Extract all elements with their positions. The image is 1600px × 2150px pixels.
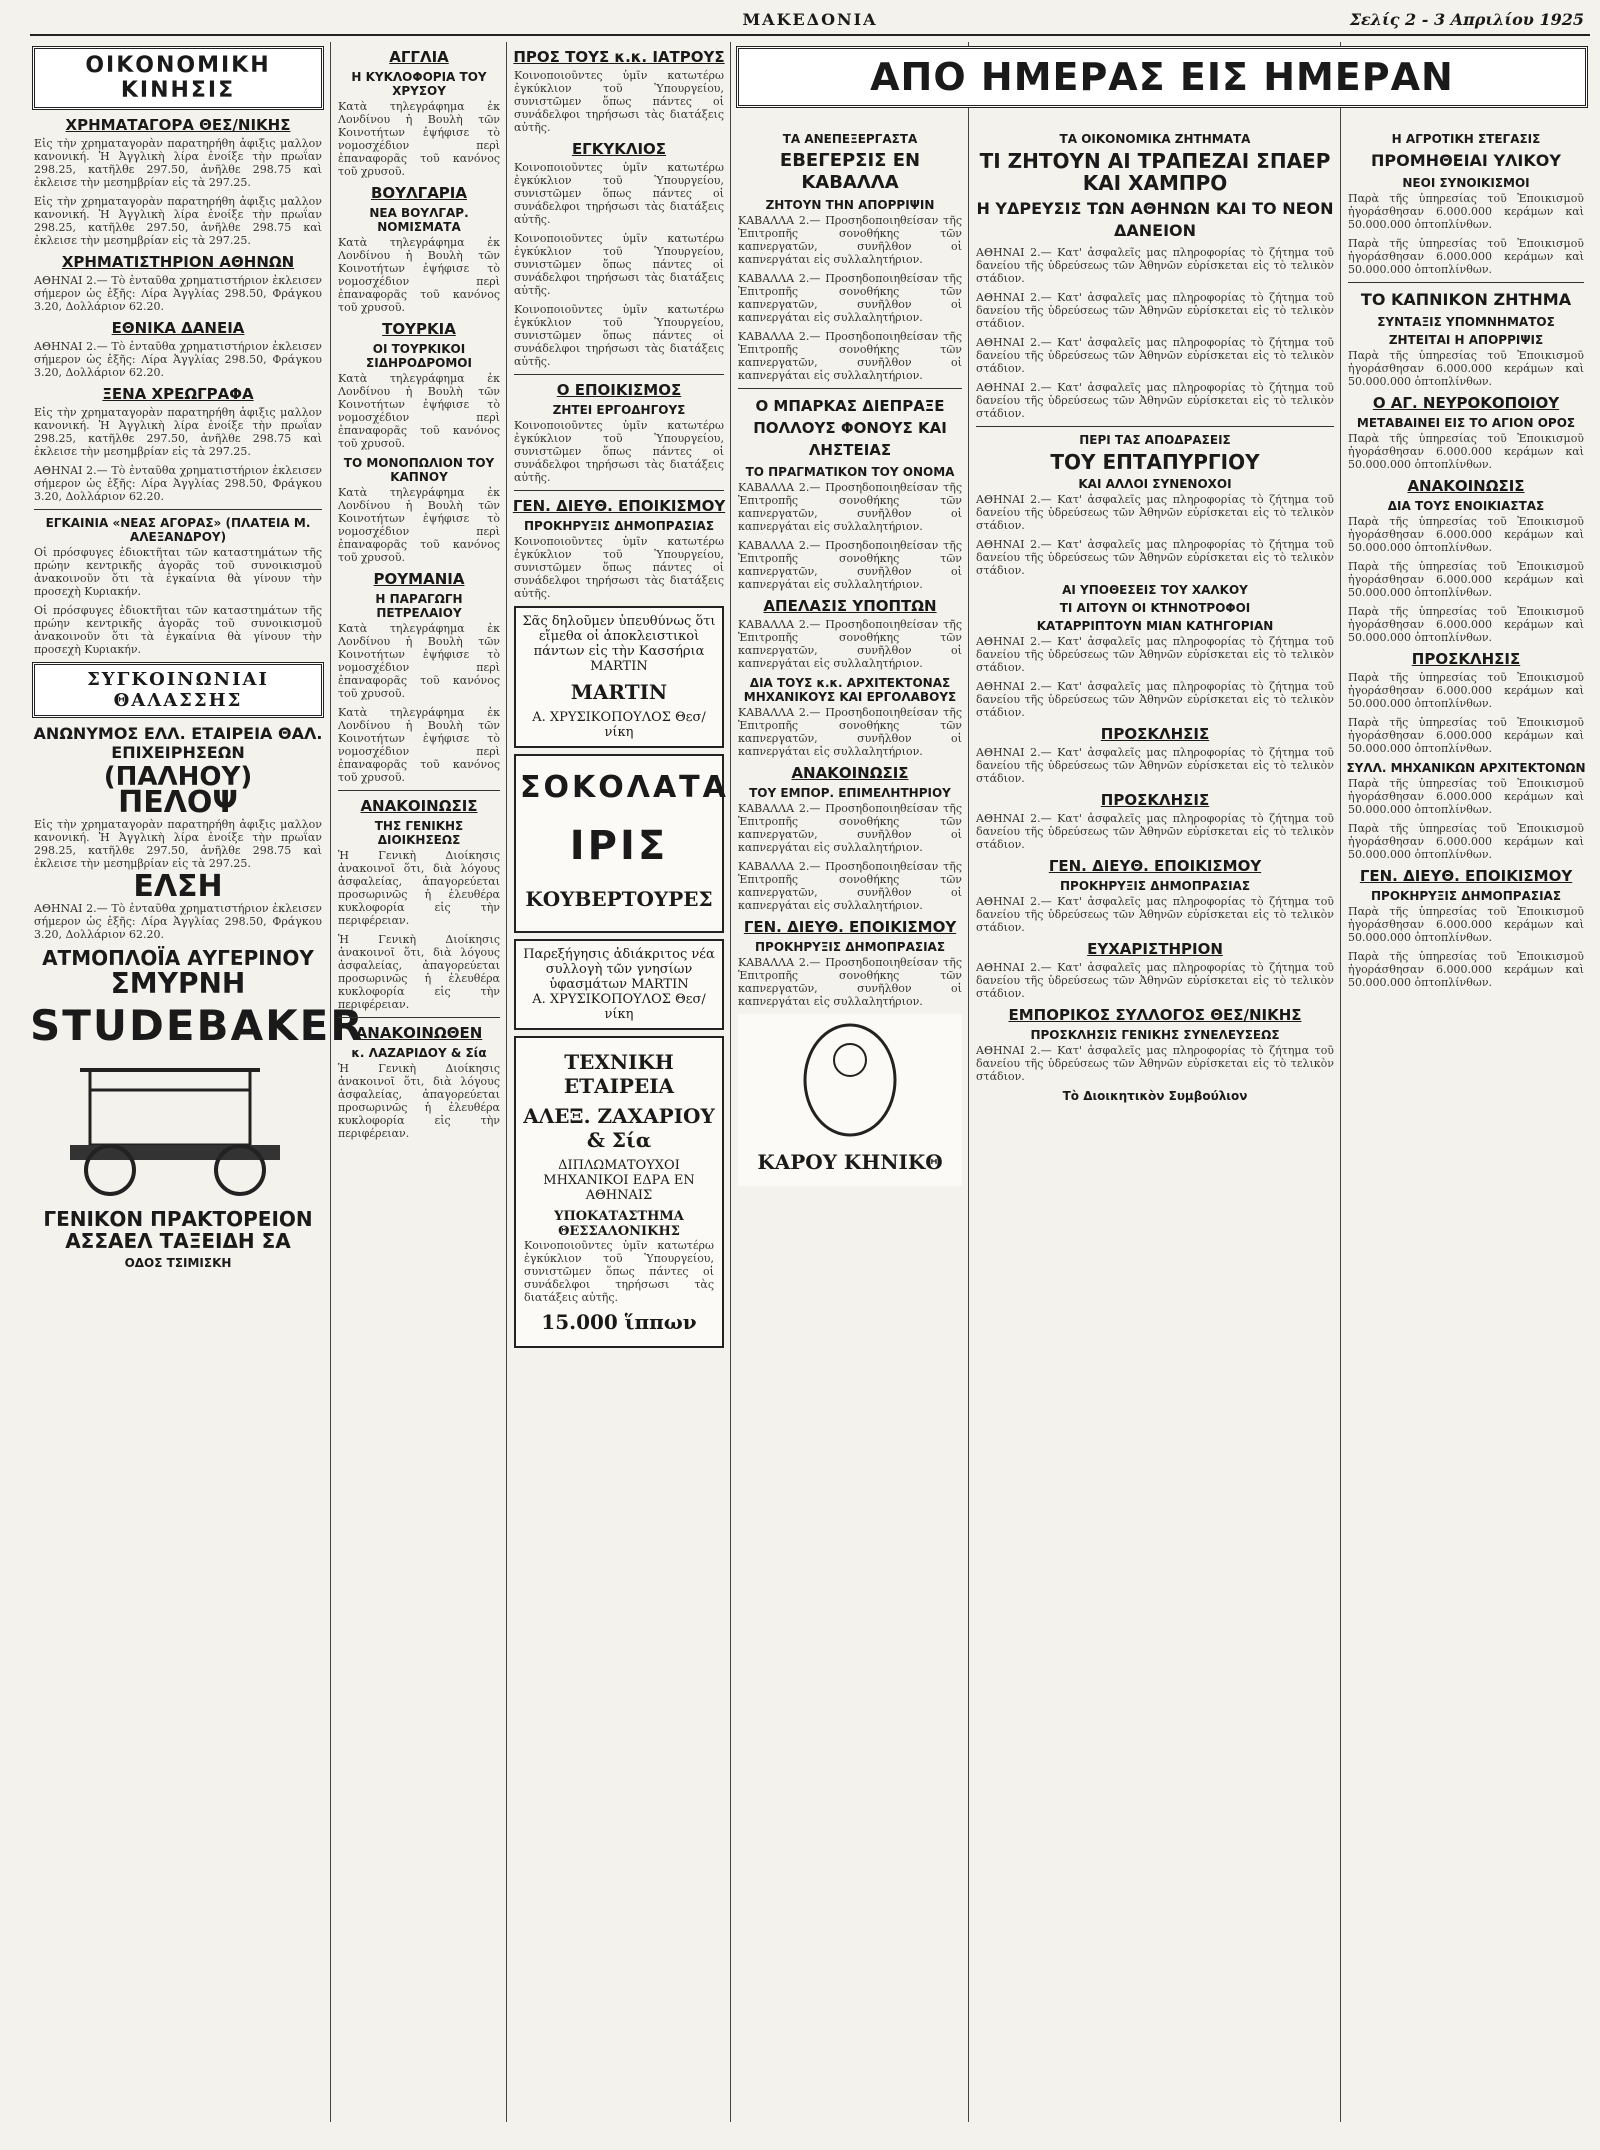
newspaper-page xyxy=(30,8,1590,2138)
article-text: ΑΘΗΝΑΙ 2.— Κατ' ἀσφαλεῖς μας πληροφορίας τὸ ζήτημα τοῦ δανείου τῆς ὑδρεύσεως τῶν Ἀθηνῶν εὑρίσκεται εἰς τὸ τελικὸν στάδιον. xyxy=(976,812,1334,851)
article-text: ΑΘΗΝΑΙ 2.— Τὸ ἐνταῦθα χρηματιστήριον ἐκλεισεν σήμερον ὡς ἑξῆς: Λίρα Ἀγγλίας 298.50, Φράγκου 3.20, Δολλάριον 62.20. xyxy=(34,274,322,313)
ship-name: ΠΕΛΟΨ xyxy=(118,785,238,820)
article-title: Η ΠΑΡΑΓΩΓΗ ΠΕΤΡΕΛΑΙΟΥ xyxy=(375,592,463,620)
subheadline: ΤΙ ΑΙΤΟΥΝ ΟΙ ΚΤΗΝΟΤΡΟΦΟΙ xyxy=(1059,601,1251,615)
martin-ad-2 xyxy=(514,939,724,1030)
section-heading: ΠΡΟΣΚΛΗΣΙΣ xyxy=(1100,725,1210,743)
article-text: ΑΘΗΝΑΙ 2.— Κατ' ἀσφαλεῖς μας πληροφορίας τὸ ζήτημα τοῦ δανείου τῆς ὑδρεύσεως τῶν Ἀθηνῶν εὑρίσκεται εἰς τὸ τελικὸν στάδιον. xyxy=(976,381,1334,420)
kicker: ΠΕΡΙ ΤΑΣ ΑΠΟΔΡΑΣΕΙΣ xyxy=(1079,433,1231,447)
company-sub: (ΠΑΛΗΟΥ) xyxy=(103,762,253,792)
article-text: Εἰς τὴν χρηματαγορὰν παρατηρήθη ἀφιξις μαλλον κανονική. Ἡ Ἀγγλικὴ λίρα ἐνοίξε τὴν πρωΐαν 298.25, κατῆλθε 297.50, ἀνῆλθε 298.75 καὶ ἐκλεισε τὴν μεσημβρίαν εἰς τὰ 297.25. xyxy=(34,406,322,458)
article-text: ΚΑΒΑΛΛΑ 2.— Προσηδοποιηθείσαν τῆς Ἐπιτροπῆς σονοθήκης τῶν καπνεργατῶν, συνῆλθον οἱ καπνεργάται εἰς συλλαλητήριον. xyxy=(738,539,962,591)
kicker: ΤΑ ΟΙΚΟΝΟΜΙΚΑ ΖΗΤΗΜΑΤΑ xyxy=(1059,132,1251,146)
subheadline: ΜΕΤΑΒΑΙΝΕΙ ΕΙΣ ΤΟ ΑΓΙΟΝ ΟΡΟΣ xyxy=(1356,416,1576,430)
article-title: ΟΙ ΤΟΥΡΚΙΚΟΙ ΣΙΔΗΡΟΔΡΟΜΟΙ xyxy=(366,342,472,370)
subheadline: ΔΙΑ ΤΟΥΣ ΕΝΟΙΚΙΑΣΤΑΣ xyxy=(1387,499,1545,513)
article-text: Παρὰ τῆς ὑπηρεσίας τοῦ Ἐποικισμοῦ ἠγοράσθησαν 6.000.000 κεράμων καὶ 50.000.000 ὀπτοπλίνθων. xyxy=(1348,671,1584,710)
article-text: ΑΘΗΝΑΙ 2.— Κατ' ἀσφαλεῖς μας πληροφορίας τὸ ζήτημα τοῦ δανείου τῆς ὑδρεύσεως τῶν Ἀθηνῶν εὑρίσκεται εἰς τὸ τελικὸν στάδιον. xyxy=(976,635,1334,674)
chocolate-ad xyxy=(514,754,729,933)
ad-text: Παρεξήγησις ἀδιάκριτος νέα συλλογὴ τῶν γνησίων ὑφασμάτων MARTIN xyxy=(523,947,715,992)
section-heading: ΔΙΑ ΤΟΥΣ κ.κ. ΑΡΧΙΤΕΚΤΟΝΑΣ ΜΗΧΑΝΙΚΟΥΣ ΚΑΙ ΕΡΓΟΛΑΒΟΥΣ xyxy=(743,676,957,704)
article-text: ΑΘΗΝΑΙ 2.— Κατ' ἀσφαλεῖς μας πληροφορίας τὸ ζήτημα τοῦ δανείου τῆς ὑδρεύσεως τῶν Ἀθηνῶν εὑρίσκεται εἰς τὸ τελικὸν στάδιον. xyxy=(976,1044,1334,1083)
article-text: Εἰς τὴν χρηματαγορὰν παρατηρήθη ἀφιξις μαλλον κανονική. Ἡ Ἀγγλικὴ λίρα ἐνοίξε τὴν πρωΐαν 298.25, κατῆλθε 297.50, ἀνῆλθε 298.75 καὶ ἐκλεισε τὴν μεσημβρίαν εἰς τὰ 297.25. xyxy=(34,195,322,247)
article-text: ΚΑΒΑΛΛΑ 2.— Προσηδοποιηθείσαν τῆς Ἐπιτροπῆς σονοθήκης τῶν καπνεργατῶν, συνῆλθον οἱ καπνεργάται εἰς συλλαλητήριον. xyxy=(738,618,962,670)
article-text: ΑΘΗΝΑΙ 2.— Κατ' ἀσφαλεῖς μας πληροφορίας τὸ ζήτημα τοῦ δανείου τῆς ὑδρεύσεως τῶν Ἀθηνῶν εὑρίσκεται εἰς τὸ τελικὸν στάδιον. xyxy=(976,336,1334,375)
subheadline: ΠΡΟΣΚΛΗΣΙΣ ΓΕΝΙΚΗΣ ΣΥΝΕΛΕΥΣΕΩΣ xyxy=(1030,1028,1280,1042)
article-text: ΑΘΗΝΑΙ 2.— Κατ' ἀσφαλεῖς μας πληροφορίας τὸ ζήτημα τοῦ δανείου τῆς ὑδρεύσεως τῶν Ἀθηνῶν εὑρίσκεται εἰς τὸ τελικὸν στάδιον. xyxy=(976,680,1334,719)
section-heading: ΓΕΝ. ΔΙΕΥΘ. ΕΠΟΙΚΙΣΜΟΥ xyxy=(743,918,957,936)
ad-brand: ΙΡΙΣ xyxy=(569,823,669,869)
article-text: ΑΘΗΝΑΙ 2.— Κατ' ἀσφαλεῖς μας πληροφορίας τὸ ζήτημα τοῦ δανείου τῆς ὑδρεύσεως τῶν Ἀθηνῶν εὑρίσκεται εἰς τὸ τελικὸν στάδιον. xyxy=(976,246,1334,285)
article-text: Παρὰ τῆς ὑπηρεσίας τοῦ Ἐποικισμοῦ ἠγοράσθησαν 6.000.000 κεράμων καὶ 50.000.000 ὀπτοπλίνθων. xyxy=(1348,777,1584,816)
article-text: ΚΑΒΑΛΛΑ 2.— Προσηδοποιηθείσαν τῆς Ἐπιτροπῆς σονοθήκης τῶν καπνεργατῶν, συνῆλθον οἱ καπνεργάται εἰς συλλαλητήριον. xyxy=(738,214,962,266)
article-text: ΚΑΒΑΛΛΑ 2.— Προσηδοποιηθείσαν τῆς Ἐπιτροπῆς σονοθήκης τῶν καπνεργατῶν, συνῆλθον οἱ καπνεργάται εἰς συλλαλητήριον. xyxy=(738,481,962,533)
article-text: Κατὰ τηλεγράφημα ἐκ Λονδίνου ἡ Βουλὴ τῶν Κοινοτήτων ἐψήφισε τὸ νομοσχέδιον περὶ ἐπαναφορᾶς τοῦ κανόνος τοῦ χρυσοῦ. xyxy=(338,706,500,784)
ad-title: ΣΟΚΟΛΑΤΑ xyxy=(520,770,729,805)
notice-sub: ΖΗΤΕΙ ΕΡΓΟΔΗΓΟΥΣ xyxy=(552,403,686,417)
article-title: Η ΚΥΚΛΟΦΟΡΙΑ ΤΟΥ ΧΡΥΣΟΥ xyxy=(351,70,487,98)
article-text: Κατὰ τηλεγράφημα ἐκ Λονδίνου ἡ Βουλὴ τῶν Κοινοτήτων ἐψήφισε τὸ νομοσχέδιον περὶ ἐπαναφορᾶς τοῦ κανόνος τοῦ χρυσοῦ. xyxy=(338,100,500,178)
headline: ΤΟ ΚΑΠΝΙΚΟΝ ΖΗΤΗΜΑ xyxy=(1360,290,1572,309)
page-date: Σελίς 2 - 3 Απριλίου 1925 xyxy=(1349,10,1584,29)
notice-title: ΕΓΚΑΙΝΙΑ «ΝΕΑΣ ΑΓΟΡΑΣ» (ΠΛΑΤΕΙΑ Μ. ΑΛΕΞΑΝΔΡΟΥ) xyxy=(45,516,311,544)
column-misc xyxy=(1344,128,1588,2122)
section-heading: ΧΡΗΜΑΤΙΣΤΗΡΙΟΝ ΑΘΗΝΩΝ xyxy=(61,253,295,271)
line-title: ΑΤΜΟΠΛΟΪΑ ΑΥΓΕΡΙΝΟΥ xyxy=(42,946,314,970)
subheadline: ΖΗΤΕΙΤΑΙ Η ΑΠΟΡΡΙΨΙΣ xyxy=(1388,333,1544,347)
subheadline: ΚΑΙ ΑΛΛΟΙ ΣΥΝΕΝΟΧΟΙ xyxy=(1078,477,1232,491)
ad-illustration xyxy=(750,1020,950,1140)
headline: ΕΒΕΓΕΡΣΙΣ ΕΝ ΚΑΒΑΛΛΑ xyxy=(779,150,921,193)
subheadline: ΚΑΤΑΡΡΙΠΤΟΥΝ ΜΙΑΝ ΚΑΤΗΓΟΡΙΑΝ xyxy=(1036,619,1274,633)
subheadline: ΠΡΟΚΗΡΥΞΙΣ ΔΗΜΟΠΡΑΣΙΑΣ xyxy=(1059,879,1251,893)
column-rule xyxy=(968,42,969,2122)
column-rule xyxy=(1340,42,1341,2122)
article-text: ΑΘΗΝΑΙ 2.— Κατ' ἀσφαλεῖς μας πληροφορίας τὸ ζήτημα τοῦ δανείου τῆς ὑδρεύσεως τῶν Ἀθηνῶν εὑρίσκεται εἰς τὸ τελικὸν στάδιον. xyxy=(976,895,1334,934)
agency-name: ΓΕΝΙΚΟΝ ΠΡΑΚΤΟΡΕΙΟΝ ΑΣΣΑΕΛ ΤΑΞΕΙΔΗ ΣΑ xyxy=(43,1207,313,1253)
ad-name: ΑΛΕΞ. ΖΑΧΑΡΙΟΥ & Σία xyxy=(523,1104,715,1152)
subheadline: ΠΡΟΚΗΡΥΞΙΣ ΔΗΜΟΠΡΑΣΙΑΣ xyxy=(754,940,946,954)
shipping-banner: ΣΥΓΚΟΙΝΩΝΙΑΙ ΘΑΛΑΣΣΗΣ xyxy=(32,662,324,718)
main-banner-area xyxy=(734,42,1590,122)
kicker: ΤΑ ΑΝΕΠΕΞΕΡΓΑΣΤΑ xyxy=(782,132,918,146)
announcement-text: Ἡ Γενικὴ Διοίκησις ἀνακοινοῖ ὅτι, διὰ λόγους ἀσφαλείας, ἀπαγορεύεται προσωρινῶς ἡ ἐλευθέρα κυκλοφορία εἰς τὴν περιφέρειαν. xyxy=(338,849,500,927)
announcement-title: ΑΝΑΚΟΙΝΩΘΕΝ xyxy=(355,1024,483,1042)
article-text: ΑΘΗΝΑΙ 2.— Κατ' ἀσφαλεῖς μας πληροφορίας τὸ ζήτημα τοῦ δανείου τῆς ὑδρεύσεως τῶν Ἀθηνῶν εὑρίσκεται εἰς τὸ τελικὸν στάδιον. xyxy=(976,961,1334,1000)
ad-text: Κοινοποιοῦντες ὑμῖν κατωτέρω ἐγκύκλιον τοῦ Ὑπουργείου, συνιστῶμεν ὅπως πάντες οἱ συνάδελφοι τηρήσωσι τὰς διατάξεις αὐτῆς. xyxy=(524,1239,714,1304)
ship-schedule: ΑΘΗΝΑΙ 2.— Τὸ ἐνταῦθα χρηματιστήριον ἐκλεισεν σήμερον ὡς ἑξῆς: Λίρα Ἀγγλίας 298.50, Φράγκου 3.20, Δολλάριον 62.20. xyxy=(34,902,322,941)
section-heading: ΧΡΗΜΑΤΑΓΟΡΑ ΘΕΣ/ΝΙΚΗΣ xyxy=(65,116,291,134)
notice-text: Κοινοποιοῦντες ὑμῖν κατωτέρω ἐγκύκλιον τοῦ Ὑπουργείου, συνιστῶμεν ὅπως πάντες οἱ συνάδελφοι τηρήσωσι τὰς διατάξεις αὐτῆς. xyxy=(514,303,724,368)
ship-name: ΕΛΣΗ xyxy=(133,869,223,904)
notice-heading: ΕΓΚΥΚΛΙΟΣ xyxy=(571,140,667,158)
column-rule xyxy=(730,42,731,2122)
ad-brand: MARTIN xyxy=(570,680,668,704)
notice-heading: ΓΕΝ. ΔΙΕΥΘ. ΕΠΟΙΚΙΣΜΟΥ xyxy=(512,497,726,515)
subheadline: ΤΟ ΠΡΑΓΜΑΤΙΚΟΝ ΤΟΥ ΟΝΟΜΑ xyxy=(745,465,955,479)
signature: Τὸ Διοικητικὸν Συμβούλιον xyxy=(1062,1089,1248,1103)
article-text: Παρὰ τῆς ὑπηρεσίας τοῦ Ἐποικισμοῦ ἠγοράσθησαν 6.000.000 κεράμων καὶ 50.000.000 ὀπτοπλίνθων. xyxy=(1348,950,1584,989)
column-rule xyxy=(506,42,507,2122)
section-heading: Ο ΑΓ. ΝΕΥΡΟΚΟΠΟΙΟΥ xyxy=(1372,394,1560,412)
article-text: Κατὰ τηλεγράφημα ἐκ Λονδίνου ἡ Βουλὴ τῶν Κοινοτήτων ἐψήφισε τὸ νομοσχέδιον περὶ ἐπαναφορᾶς τοῦ κανόνος τοῦ χρυσοῦ. xyxy=(338,372,500,450)
column-economy xyxy=(972,128,1338,2122)
kicker: ΑΙ ΥΠΟΘΕΣΕΙΣ ΤΟΥ ΧΑΛΚΟΥ xyxy=(1062,583,1248,597)
subheadline: ΝΕΟΙ ΣΥΝΟΙΚΙΣΜΟΙ xyxy=(1402,176,1530,190)
notice-text: Κοινοποιοῦντες ὑμῖν κατωτέρω ἐγκύκλιον τοῦ Ὑπουργείου, συνιστῶμεν ὅπως πάντες οἱ συνάδελφοι τηρήσωσι τὰς διατάξεις αὐτῆς. xyxy=(514,232,724,297)
ad-text: Σᾶς δηλοῦμεν ὑπευθύνως ὅτι εἴμεθα οἱ ἀποκλειστικοὶ πάντων εἰς τὴν Κασσήρια MARTIN xyxy=(522,614,716,674)
article-text: Παρὰ τῆς ὑπηρεσίας τοῦ Ἐποικισμοῦ ἠγοράσθησαν 6.000.000 κεράμων καὶ 50.000.000 ὀπτοπλίνθων. xyxy=(1348,515,1584,554)
ad-branch: ΥΠΟΚΑΤΑΣΤΗΜΑ ΘΕΣΣΑΛΟΝΙΚΗΣ xyxy=(554,1209,684,1239)
article-text: Κατὰ τηλεγράφημα ἐκ Λονδίνου ἡ Βουλὴ τῶν Κοινοτήτων ἐψήφισε τὸ νομοσχέδιον περὶ ἐπαναφορᾶς τοῦ κανόνος τοῦ χρυσοῦ. xyxy=(338,622,500,700)
headline: ΠΡΟΜΗΘΕΙΑΙ ΥΛΙΚΟΥ xyxy=(1371,151,1561,170)
ship-name: ΣΜΥΡΝΗ xyxy=(110,967,246,1000)
country-heading: ΑΓΓΛΙΑ xyxy=(389,48,449,66)
ad-sub: ΚΟΥΒΕΡΤΟΥΡΕΣ xyxy=(525,887,713,911)
section-heading: ΣΥΛΛ. ΜΗΧΑΝΙΚΩΝ ΑΡΧΙΤΕΚΤΟΝΩΝ xyxy=(1346,761,1586,775)
ad-title: ΤΕΧΝΙΚΗ ΕΤΑΙΡΕΙΑ xyxy=(563,1050,675,1098)
notice-text: Οἱ πρόσφυγες ἐδιοκτῆται τῶν καταστημάτων τῆς πρώην κεντρικῆς ἀγορᾶς τοῦ συνοικισμοῦ ἀνακοινοῦν ὅτι τὰ ἐγκαίνια θὰ γίνουν τὴν προσεχὴ Κυριακήν. xyxy=(34,546,322,598)
column-financial xyxy=(30,42,365,2122)
martin-ad xyxy=(514,606,724,748)
notice-text: Οἱ πρόσφυγες ἐδιοκτῆται τῶν καταστημάτων τῆς πρώην κεντρικῆς ἀγορᾶς τοῦ συνοικισμοῦ ἀνακοινοῦν ὅτι τὰ ἐγκαίνια θὰ γίνουν τὴν προσεχὴ Κυριακήν. xyxy=(34,604,322,656)
section-heading: ΑΝΑΚΟΙΝΩΣΙΣ xyxy=(791,764,909,782)
column-daily-news xyxy=(734,128,966,2122)
announcement-title: ΑΝΑΚΟΙΝΩΣΙΣ xyxy=(360,797,478,815)
article-title: ΝΕΑ ΒΟΥΛΓΑΡ. ΝΟΜΙΣΜΑΤΑ xyxy=(369,206,469,234)
article-text: Παρὰ τῆς ὑπηρεσίας τοῦ Ἐποικισμοῦ ἠγοράσθησαν 6.000.000 κεράμων καὶ 50.000.000 ὀπτοπλίνθων. xyxy=(1348,716,1584,755)
section-heading: ΓΕΝ. ΔΙΕΥΘ. ΕΠΟΙΚΙΣΜΟΥ xyxy=(1359,867,1573,885)
section-heading: ΑΠΕΛΑΣΙΣ ΥΠΟΠΤΩΝ xyxy=(763,597,937,615)
subheadline: Η ΥΔΡΕΥΣΙΣ ΤΩΝ ΑΘΗΝΩΝ ΚΑΙ ΤΟ ΝΕΟΝ ΔΑΝΕΙΟΝ xyxy=(976,199,1334,240)
article-text: Παρὰ τῆς ὑπηρεσίας τοῦ Ἐποικισμοῦ ἠγοράσθησαν 6.000.000 κεράμων καὶ 50.000.000 ὀπτοπλίνθων. xyxy=(1348,822,1584,861)
ad-owner: Α. ΧΡΥΣΙΚΟΠΟΥΛΟΣ Θεσ/νίκη xyxy=(532,992,706,1022)
section-heading: ΕΘΝΙΚΑ ΔΑΝΕΙΑ xyxy=(111,319,245,337)
announcement-sub: ΤΗΣ ΓΕΝΙΚΗΣ ΔΙΟΙΚΗΣΕΩΣ xyxy=(374,819,464,847)
article-text: ΑΘΗΝΑΙ 2.— Κατ' ἀσφαλεῖς μας πληροφορίας τὸ ζήτημα τοῦ δανείου τῆς ὑδρεύσεως τῶν Ἀθηνῶν εὑρίσκεται εἰς τὸ τελικὸν στάδιον. xyxy=(976,746,1334,785)
paper-name: ΜΑΚΕΔΟΝΙΑ xyxy=(742,10,878,29)
section-heading: ΠΡΟΣΚΛΗΣΙΣ xyxy=(1100,791,1210,809)
studebaker-logo: STUDEBAKER xyxy=(30,1001,365,1050)
notice-text: Κοινοποιοῦντες ὑμῖν κατωτέρω ἐγκύκλιον τοῦ Ὑπουργείου, συνιστῶμεν ὅπως πάντες οἱ συνάδελφοι τηρήσωσι τὰς διατάξεις αὐτῆς. xyxy=(514,535,724,600)
notice-heading: Ο ΕΠΟΙΚΙΣΜΟΣ xyxy=(556,381,682,399)
article-text: ΚΑΒΑΛΛΑ 2.— Προσηδοποιηθείσαν τῆς Ἐπιτροπῆς σονοθήκης τῶν καπνεργατῶν, συνῆλθον οἱ καπνεργάται εἰς συλλαλητήριον. xyxy=(738,860,962,912)
article-text: Παρὰ τῆς ὑπηρεσίας τοῦ Ἐποικισμοῦ ἠγοράσθησαν 6.000.000 κεράμων καὶ 50.000.000 ὀπτοπλίνθων. xyxy=(1348,605,1584,644)
country-heading: ΡΟΥΜΑΝΙΑ xyxy=(373,570,465,588)
section-heading: ΕΜΠΟΡΙΚΟΣ ΣΥΛΛΟΓΟΣ ΘΕΣ/ΝΙΚΗΣ xyxy=(1008,1006,1302,1024)
article-text: Παρὰ τῆς ὑπηρεσίας τοῦ Ἐποικισμοῦ ἠγοράσθησαν 6.000.000 κεράμων καὶ 50.000.000 ὀπτοπλίνθων. xyxy=(1348,237,1584,276)
article-text: ΑΘΗΝΑΙ 2.— Κατ' ἀσφαλεῖς μας πληροφορίας τὸ ζήτημα τοῦ δανείου τῆς ὑδρεύσεως τῶν Ἀθηνῶν εὑρίσκεται εἰς τὸ τελικὸν στάδιον. xyxy=(976,291,1334,330)
notice-text: Κοινοποιοῦντες ὑμῖν κατωτέρω ἐγκύκλιον τοῦ Ὑπουργείου, συνιστῶμεν ὅπως πάντες οἱ συνάδελφοι τηρήσωσι τὰς διατάξεις αὐτῆς. xyxy=(514,69,724,134)
announcement-text: Ἡ Γενικὴ Διοίκησις ἀνακοινοῖ ὅτι, διὰ λόγους ἀσφαλείας, ἀπαγορεύεται προσωρινῶς ἡ ἐλευθέρα κυκλοφορία εἰς τὴν περιφέρειαν. xyxy=(338,1062,500,1140)
section-heading: ΠΡΟΣΚΛΗΣΙΣ xyxy=(1411,650,1521,668)
notice-text: Κοινοποιοῦντες ὑμῖν κατωτέρω ἐγκύκλιον τοῦ Ὑπουργείου, συνιστῶμεν ὅπως πάντες οἱ συνάδελφοι τηρήσωσι τὰς διατάξεις αὐτῆς. xyxy=(514,419,724,484)
announcement-text: Ἡ Γενικὴ Διοίκησις ἀνακοινοῖ ὅτι, διὰ λόγους ἀσφαλείας, ἀπαγορεύεται προσωρινῶς ἡ ἐλευθέρα κυκλοφορία εἰς τὴν περιφέρειαν. xyxy=(338,933,500,1011)
country-heading: ΒΟΥΛΓΑΡΙΑ xyxy=(370,184,467,202)
column-rule xyxy=(330,42,331,2122)
subheadline: ΤΟΥ ΕΜΠΟΡ. ΕΠΙΜΕΛΗΤΗΡΙΟΥ xyxy=(749,786,951,800)
article-title: ΤΟ ΜΟΝΟΠΩΛΙΟΝ ΤΟΥ ΚΑΠΝΟΥ xyxy=(343,456,495,484)
article-text: Παρὰ τῆς ὑπηρεσίας τοῦ Ἐποικισμοῦ ἠγοράσθησαν 6.000.000 κεράμων καὶ 50.000.000 ὀπτοπλίνθων. xyxy=(1348,905,1584,944)
column-foreign-news xyxy=(334,42,504,2122)
headline: ΤΙ ΖΗΤΟΥΝ ΑΙ ΤΡΑΠΕΖΑΙ ΣΠΑΕΡ ΚΑΙ ΧΑΜΠΡΟ xyxy=(979,149,1331,195)
section-heading: ΑΝΑΚΟΙΝΩΣΙΣ xyxy=(1407,477,1525,495)
kicker: Η ΑΓΡΟΤΙΚΗ ΣΤΕΓΑΣΙΣ xyxy=(1391,132,1541,146)
car-illustration xyxy=(30,1050,320,1200)
article-text: ΑΘΗΝΑΙ 2.— Τὸ ἐνταῦθα χρηματιστήριον ἐκλεισεν σήμερον ὡς ἑξῆς: Λίρα Ἀγγλίας 298.50, Φράγκου 3.20, Δολλάριον 62.20. xyxy=(34,464,322,503)
section-heading: ΞΕΝΑ ΧΡΕΩΓΡΑΦΑ xyxy=(102,385,254,403)
subheadline: ΠΡΟΚΗΡΥΞΙΣ ΔΗΜΟΠΡΑΣΙΑΣ xyxy=(1370,889,1562,903)
ad-sub: ΔΙΠΛΩΜΑΤΟΥΧΟΙ ΜΗΧΑΝΙΚΟΙ ΕΔΡΑ ΕΝ ΑΘΗΝΑΙΣ xyxy=(543,1158,695,1203)
article-text: Παρὰ τῆς ὑπηρεσίας τοῦ Ἐποικισμοῦ ἠγοράσθησαν 6.000.000 κεράμων καὶ 50.000.000 ὀπτοπλίνθων. xyxy=(1348,560,1584,599)
article-text: ΑΘΗΝΑΙ 2.— Κατ' ἀσφαλεῖς μας πληροφορίας τὸ ζήτημα τοῦ δανείου τῆς ὑδρεύσεως τῶν Ἀθηνῶν εὑρίσκεται εἰς τὸ τελικὸν στάδιον. xyxy=(976,493,1334,532)
article-text: Παρὰ τῆς ὑπηρεσίας τοῦ Ἐποικισμοῦ ἠγοράσθησαν 6.000.000 κεράμων καὶ 50.000.000 ὀπτοπλίνθων. xyxy=(1348,349,1584,388)
article-text: ΚΑΒΑΛΛΑ 2.— Προσηδοποιηθείσαν τῆς Ἐπιτροπῆς σονοθήκης τῶν καπνεργατῶν, συνῆλθον οἱ καπνεργάται εἰς συλλαλητήριον. xyxy=(738,706,962,758)
subheadline: ΖΗΤΟΥΝ ΤΗΝ ΑΠΟΡΡΙΨΙΝ xyxy=(765,198,935,212)
article-text: Εἰς τὴν χρηματαγορὰν παρατηρήθη ἀφιξις μαλλον κανονική. Ἡ Ἀγγλικὴ λίρα ἐνοίξε τὴν πρωΐαν 298.25, κατῆλθε 297.50, ἀνῆλθε 298.75 καὶ ἐκλεισε τὴν μεσημβρίαν εἰς τὰ 297.25. xyxy=(34,137,322,189)
masthead xyxy=(30,8,1590,36)
article-text: ΑΘΗΝΑΙ 2.— Κατ' ἀσφαλεῖς μας πληροφορίας τὸ ζήτημα τοῦ δανείου τῆς ὑδρεύσεως τῶν Ἀθηνῶν εὑρίσκεται εἰς τὸ τελικὸν στάδιον. xyxy=(976,538,1334,577)
article-text: ΚΑΒΑΛΛΑ 2.— Προσηδοποιηθείσαν τῆς Ἐπιτροπῆς σονοθήκης τῶν καπνεργατῶν, συνῆλθον οἱ καπνεργάται εἰς συλλαλητήριον. xyxy=(738,330,962,382)
article-text: ΚΑΒΑΛΛΑ 2.— Προσηδοποιηθείσαν τῆς Ἐπιτροπῆς σονοθήκης τῶν καπνεργατῶν, συνῆλθον οἱ καπνεργάται εἰς συλλαλητήριον. xyxy=(738,272,962,324)
headline: ΤΟΥ ΕΠΤΑΠΥΡΓΙΟΥ xyxy=(1050,450,1260,474)
headline: Ο ΜΠΑΡΚΑΣ ΔΙΕΠΡΑΞΕ ΠΟΛΛΟΥΣ ΦΟΝΟΥΣ ΚΑΙ ΛΗΣΤΕΙΑΣ xyxy=(753,397,947,459)
article-text: ΚΑΒΑΛΛΑ 2.— Προσηδοποιηθείσαν τῆς Ἐπιτροπῆς σονοθήκης τῶν καπνεργατῶν, συνῆλθον οἱ καπνεργάται εἰς συλλαλητήριον. xyxy=(738,956,962,1008)
section-heading: ΕΥΧΑΡΙΣΤΗΡΙΟΝ xyxy=(1087,940,1223,958)
ship-schedule: Εἰς τὴν χρηματαγορὰν παρατηρήθη ἀφιξις μαλλον κανονική. Ἡ Ἀγγλικὴ λίρα ἐνοίξε τὴν πρωΐαν 298.25, κατῆλθε 297.50, ἀνῆλθε 298.75 καὶ ἐκλεισε τὴν μεσημβρίαν εἰς τὰ 297.25. xyxy=(34,818,322,870)
article-text: Παρὰ τῆς ὑπηρεσίας τοῦ Ἐποικισμοῦ ἠγοράσθησαν 6.000.000 κεράμων καὶ 50.000.000 ὀπτοπλίνθων. xyxy=(1348,432,1584,471)
article-text: Κατὰ τηλεγράφημα ἐκ Λονδίνου ἡ Βουλὴ τῶν Κοινοτήτων ἐψήφισε τὸ νομοσχέδιον περὶ ἐπαναφορᾶς τοῦ κανόνος τοῦ χρυσοῦ. xyxy=(338,486,500,564)
company-name: ΑΝΩΝΥΜΟΣ ΕΛΛ. ΕΤΑΙΡΕΙΑ ΘΑΛ. ΕΠΙΧΕΙΡΗΣΕΩΝ xyxy=(33,724,323,762)
country-heading: ΤΟΥΡΚΙΑ xyxy=(382,320,456,338)
notice-sub: ΠΡΟΚΗΡΥΞΙΣ ΔΗΜΟΠΡΑΣΙΑΣ xyxy=(523,519,715,533)
column-notices xyxy=(510,42,728,2122)
subheadline: ΣΥΝΤΑΞΙΣ ΥΠΟΜΝΗΜΑΤΟΣ xyxy=(1377,315,1555,329)
section-banner: ΟΙΚΟΝΟΜΙΚΗ ΚΙΝΗΣΙΣ xyxy=(32,46,324,110)
section-heading: ΓΕΝ. ΔΙΕΥΘ. ΕΠΟΙΚΙΣΜΟΥ xyxy=(1048,857,1262,875)
article-text: Παρὰ τῆς ὑπηρεσίας τοῦ Ἐποικισμοῦ ἠγοράσθησαν 6.000.000 κεράμων καὶ 50.000.000 ὀπτοπλίνθων. xyxy=(1348,192,1584,231)
tech-company-ad xyxy=(514,1036,724,1348)
illustrated-ad xyxy=(738,1014,962,1186)
ad-capacity: 15.000 ἵππων xyxy=(541,1310,697,1334)
ad-text: ΚΑΡΟΥ ΚΗΝΙΚΘ xyxy=(757,1150,943,1174)
notice-heading: ΠΡΟΣ ΤΟΥΣ κ.κ. ΙΑΤΡΟΥΣ xyxy=(513,48,725,66)
article-text: ΑΘΗΝΑΙ 2.— Τὸ ἐνταῦθα χρηματιστήριον ἐκλεισεν σήμερον ὡς ἑξῆς: Λίρα Ἀγγλίας 298.50, Φράγκου 3.20, Δολλάριον 62.20. xyxy=(34,340,322,379)
article-text: Κατὰ τηλεγράφημα ἐκ Λονδίνου ἡ Βουλὴ τῶν Κοινοτήτων ἐψήφισε τὸ νομοσχέδιον περὶ ἐπαναφορᾶς τοῦ κανόνος τοῦ χρυσοῦ. xyxy=(338,236,500,314)
notice-text: Κοινοποιοῦντες ὑμῖν κατωτέρω ἐγκύκλιον τοῦ Ὑπουργείου, συνιστῶμεν ὅπως πάντες οἱ συνάδελφοι τηρήσωσι τὰς διατάξεις αὐτῆς. xyxy=(514,161,724,226)
article-text: ΚΑΒΑΛΛΑ 2.— Προσηδοποιηθείσαν τῆς Ἐπιτροπῆς σονοθήκης τῶν καπνεργατῶν, συνῆλθον οἱ καπνεργάται εἰς συλλαλητήριον. xyxy=(738,802,962,854)
ad-owner: Α. ΧΡΥΣΙΚΟΠΟΥΛΟΣ Θεσ/νίκη xyxy=(532,710,706,740)
agency-address: ΟΔΟΣ ΤΣΙΜΙΣΚΗ xyxy=(124,1256,232,1270)
main-banner: ΑΠΟ ΗΜΕΡΑΣ ΕΙΣ ΗΜΕΡΑΝ xyxy=(736,46,1588,108)
announcement-name: κ. ΛΑΖΑΡΙΔΟΥ & Σία xyxy=(351,1046,487,1060)
